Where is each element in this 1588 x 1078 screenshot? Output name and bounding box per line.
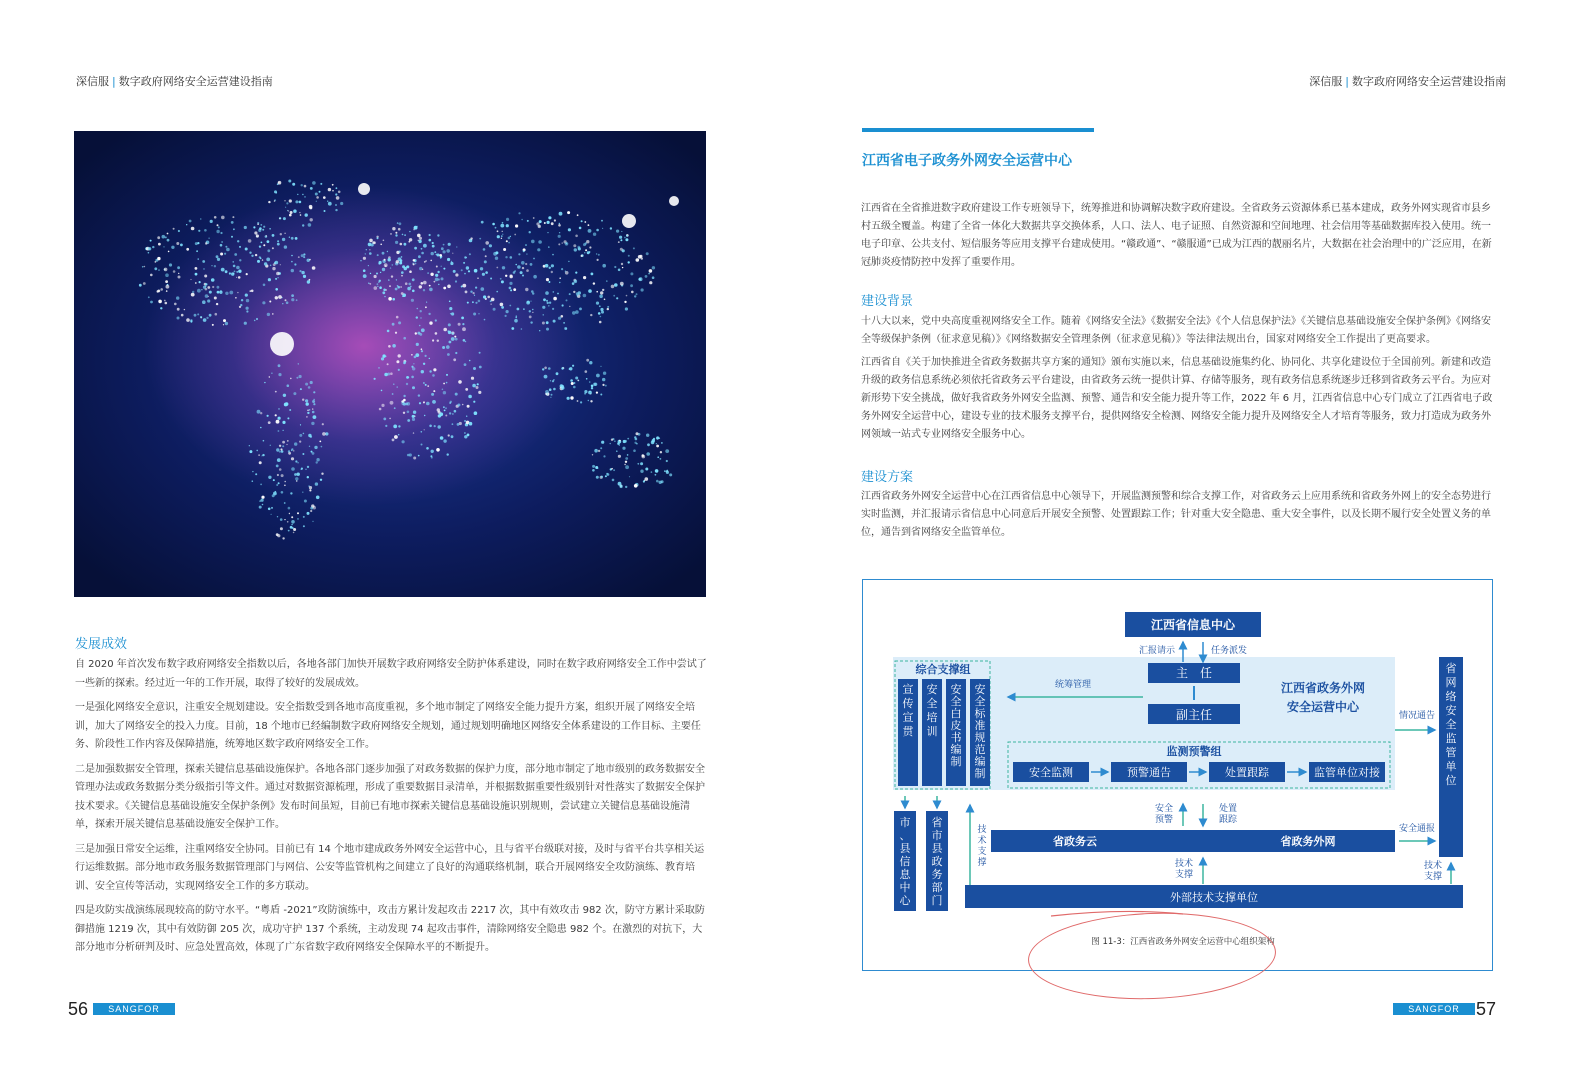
monitor-step-label: 安全监测 [1029,766,1073,779]
paragraph: 十八大以来，党中央高度重视网络安全工作。随着《网络安全法》《数据安全法》《个人信息保护法》《关键信息基础设施安全保护条例》《网络安全等级保护条例（征求意见稿）》《网络数据安全管理条例（征求意见稿）》等法律法规出台，国家对网络安全工作提出了更高要求。 [861,316,1491,345]
situation-label: 情况通告 [1398,711,1436,721]
city-info-center-label: 市、县信息中心 [899,816,911,907]
subsection-title-background: 建设背景 [861,294,914,309]
section-title-achievements: 发展成效 [75,637,128,652]
handle-label-1: 处置 [1219,804,1238,814]
gov-network-label: 省政务外网 [1280,835,1336,848]
support-column-label: 安全培训 [926,683,938,738]
monitor-step-label: 监管单位对接 [1314,766,1380,779]
coordination-label: 统筹管理 [1054,680,1092,690]
task-label: 任务派发 [1211,646,1248,656]
warn-label-1: 安全 [1154,804,1173,814]
support-group-title: 综合支撑组 [915,663,971,676]
world-map-illustration [74,131,706,597]
warn-label-2: 预警 [1154,815,1173,825]
support-column-label: 宣传宣贯 [902,683,914,738]
security-report-label: 安全通报 [1398,824,1436,834]
tech-support-mid-1: 技术 [1174,859,1193,869]
brand-footer-right: SANGFOR [1393,1003,1475,1015]
subsection-title-plan: 建设方案 [861,470,914,485]
center-name-line2: 安全运营中心 [1286,700,1360,714]
monitor-group-title: 监测预警组 [1166,745,1222,758]
gov-cloud-label: 省政务云 [1053,835,1097,848]
paragraph: 四是攻防实战演练展现较高的防守水平。“粤盾 -2021”攻防演练中，攻击方累计发起攻击 2217 次，其中有效攻击 982 次，防守方累计采取防御措施 1219 次，其中有效防御 205 次，成功守护 137 个系统，主动发现 74 起攻击事件，清除网络安全隐患 982 个。在激烈的对抗下，大部分地市分析研判及时、应急处置高效，体现了广东省数字政府网络安全保障水平的不断提升。 [75,905,705,953]
header-left [76,73,273,89]
handle-label-2: 跟踪 [1219,815,1238,825]
tech-support-right-2: 支撑 [1423,872,1443,882]
world-network-map-image [74,131,706,597]
tech-support-right-1: 技术 [1423,861,1443,871]
monitor-step-label: 处置跟踪 [1225,766,1269,779]
report-label: 汇报请示 [1138,646,1175,656]
gov-dept-label: 省市县政务部门 [931,816,943,907]
header-separator: | [112,75,116,88]
page-title: 江西省电子政务外网安全运营中心 [862,153,1072,169]
support-column-label: 安全白皮书编制 [950,683,962,768]
header-title: 数字政府网络安全运营建设指南 [118,75,273,88]
info-center-label: 江西省信息中心 [1150,618,1236,632]
left-body-text [75,656,707,964]
director-label: 主 任 [1175,666,1213,680]
paragraph: 一是强化网络安全意识，注重安全规划建设。安全指数受到各地市高度重视，多个地市制定了网络安全能力提升方案，组织开展了网络安全培训，加大了网络安全的投入力度。目前，18 个地市已经编制数字政府网络安全规划，通过规划明确地区网络安全体系建设的工作目标、主要任务、阶段性工作内容及保障措施，统筹地区数字政府网络安全工作。 [75,702,701,750]
intro-text [861,200,1493,277]
monitor-step-label: 预警通告 [1127,766,1171,779]
paragraph: 江西省在全省推进数字政府建设工作专班领导下，统筹推进和协调解决数字政府建设。全省政务云资源体系已基本建成，政务外网实现省市县乡村五级全覆盖。构建了全省一体化大数据共享交换体系，人口、法人、电子证照、自然资源和空间地理、社会信用等基础数据库投入使用。统一电子印章、公共支付、短信服务等应用支撑平台建成使用。“赣政通”、“赣服通”已成为江西的靓丽名片，大数据在社会治理中的广泛应用，在新冠肺炎疫情防控中发挥了重要作用。 [861,203,1492,268]
figure-caption: 图 11-3：江西省政务外网安全运营中心组织架构 [1091,937,1275,947]
background-text [861,313,1493,449]
header-title: 数字政府网络安全运营建设指南 [1352,75,1506,88]
header-separator: | [1345,75,1349,88]
header-brand: 深信服 [1309,75,1343,88]
header-brand: 深信服 [76,75,109,88]
paragraph: 三是加强日常安全运维，注重网络安全协同。目前已有 14 个地市建成政务外网安全运营中心，且与省平台级联对接，及时与省平台共享相关运行运维数据。部分地市政务服务数据管理部门与网信、公安等监管机构之间建立了良好的沟通联络机制，联合开展网络安全攻防演练、教育培训、安全宣传等活动，实现网络安全工作的多方联动。 [75,843,705,892]
paragraph: 二是加强数据安全管理，探索关键信息基础设施保护。各地各部门逐步加强了对政务数据的保护力度，部分地市制定了地市级别的政务数据安全管理办法或政务数据分类分级指引等文件。通过对数据资源梳理，形成了重要数据目录清单，并根据数据重要性级别针对性落实了数据安全保护技术要求。《关键信息基础设施安全保护条例》发布时间虽短，目前已有地市探索关键信息基础设施识别规则，尝试建立关键信息基础设施清单，探索开展关键信息基础设施安全保护工作。 [75,763,705,830]
external-support-label: 外部技术支撑单位 [1170,891,1258,904]
page-number-right: 57 [1476,999,1497,1019]
page-number-left: 56 [68,999,89,1019]
header-right [1309,73,1506,89]
supervisor-label: 省网络安全监管单位 [1445,662,1457,787]
plan-text [861,488,1493,547]
center-name-line1: 江西省政务外网 [1280,681,1366,695]
paragraph: 江西省政务外网安全运营中心在江西省信息中心领导下，开展监测预警和综合支撑工作，对省政务云上应用系统和省政务外网上的安全态势进行实时监测，并汇报请示省信息中心同意后开展安全预警、处置跟踪工作；针对重大安全隐患、重大安全事件，以及长期不履行安全处置义务的单位，通告到省网络安全监管单位。 [861,491,1491,538]
title-accent-bar [862,128,1094,132]
support-column-label: 安全标准规范编制 [974,683,986,780]
tech-support-left-label: 技术支撑 [977,825,987,868]
tech-support-mid-2: 支撑 [1174,870,1193,880]
brand-footer-left: SANGFOR [93,1003,175,1015]
paragraph: 江西省自《关于加快推进全省政务数据共享方案的通知》颁布实施以来，信息基础设施集约化、协同化、共享化建设位于全国前列。新建和改造升级的政务信息系统必须依托省政务云平台建设，由省政务云统一提供计算、存储等服务，现有政务信息系统逐步迁移到省政务云平台。为应对新形势下安全挑战，做好我省政务外网安全监测、预警、通告和安全能力提升等工作，2022 年 6 月，江西省信息中心专门成立了江西省电子政务外网安全运营中心，建设专业的技术服务支撑平台，提供网络安全检测、网络安全能力提升及网络安全人才培育等服务，致力打造成为政务外网领域一站式专业网络安全服务中心。 [861,357,1493,440]
deputy-label: 副主任 [1175,708,1213,722]
paragraph: 自 2020 年首次发布数字政府网络安全指数以后，各地各部门加快开展数字政府网络安全防护体系建设，同时在数字政府网络安全工作中尝试了一些新的探索。经过近一年的工作开展，取得了较好的发展成效。 [75,659,707,689]
